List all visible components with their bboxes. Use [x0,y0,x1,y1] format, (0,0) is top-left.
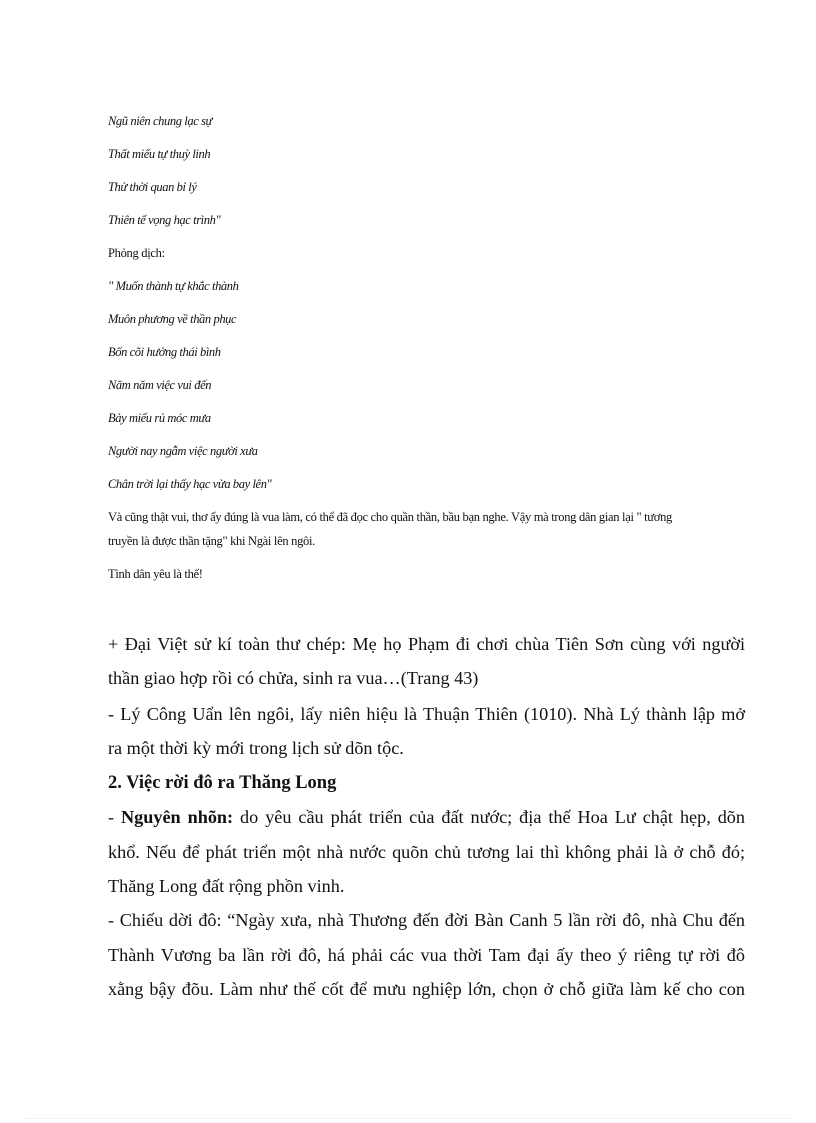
page-bottom-divider [24,1118,794,1119]
body-paragraph-3-line-3: Thăng Long đất rộng phồn vinh. [108,876,345,896]
poem-translation-line-6: Người nay ngẫm việc người xưa [108,444,258,458]
body-paragraph-1-line-2: thần giao hợp rồi có chửa, sinh ra vua…(Trang 43) [108,668,479,688]
body-paragraph-2-line-1: - Lý Công Uẩn lên ngôi, lấy niên hiệu là Thuận Thiên (1010). Nhà Lý thành lập mở [108,704,745,724]
poem-original-line-1: Ngũ niên chung lạc sự [108,114,212,128]
poem-translation-line-7: Chân trời lại thấy hạc vừa bay lên" [108,477,272,491]
poem-translation-line-1: " Muốn thành tự khắc thành [108,279,239,293]
cause-label: Nguyên nhõn: [121,807,234,827]
translation-label: Phỏng dịch: [108,246,165,260]
commentary-paragraph [108,505,752,553]
commentary-line-2: truyền là được thần tặng" khi Ngài lên ngôi. [108,534,315,548]
body-paragraph-4-line-1: - Chiếu dời đô: “Ngày xưa, nhà Thương đến đời Bàn Canh 5 lần rời đô, nhà Chu đến [108,910,745,930]
section-heading: 2. Việc rời đô ra Thăng Long [108,773,337,793]
commentary-line-1: Và cũng thật vui, thơ ấy đúng là vua làm, có thể đã đọc cho quần thần, bầu bạn nghe. Vậy mà trong dân gian lại " tương [108,510,672,524]
cause-text: do yêu cầu phát triển của đất nước; địa thế Hoa Lư chật hẹp, dõn [233,807,745,827]
cause-prefix: - [108,807,122,827]
body-paragraph-3-line-1 [108,805,745,829]
closing-line: Tình dân yêu là thế! [108,567,203,581]
poem-translation-line-5: Bảy miếu rủ móc mưa [108,411,211,425]
body-paragraph-3-line-2: khổ. Nếu để phát triển một nhà nước quõn chủ tương lai thì không phải là ở chỗ đó; [108,842,745,862]
body-paragraph-4-line-2: Thành Vương ba lần rời đô, há phải các vua thời Tam đại ấy theo ý riêng tự rời đô [108,945,745,965]
poem-translation-line-4: Năm năm việc vui đến [108,378,212,392]
poem-original-line-4: Thiên tế vọng hạc trình" [108,213,221,227]
poem-translation-line-2: Muôn phương về thần phục [108,312,237,326]
poem-original-line-3: Thử thời quan bỉ lý [108,180,197,194]
body-paragraph-2-line-2: ra một thời kỳ mới trong lịch sử dõn tộc. [108,738,404,758]
body-paragraph-4-line-3: xằng bậy đõu. Làm như thế cốt để mưu nghiệp lớn, chọn ở chỗ giữa làm kế cho con [108,979,745,999]
poem-translation-line-3: Bốn cõi hưởng thái bình [108,345,221,359]
poem-original-line-2: Thất miếu tự thuỳ linh [108,147,211,161]
body-paragraph-1-line-1: + Đại Việt sử kí toàn thư chép: Mẹ họ Phạm đi chơi chùa Tiên Sơn cùng với người [108,634,745,654]
